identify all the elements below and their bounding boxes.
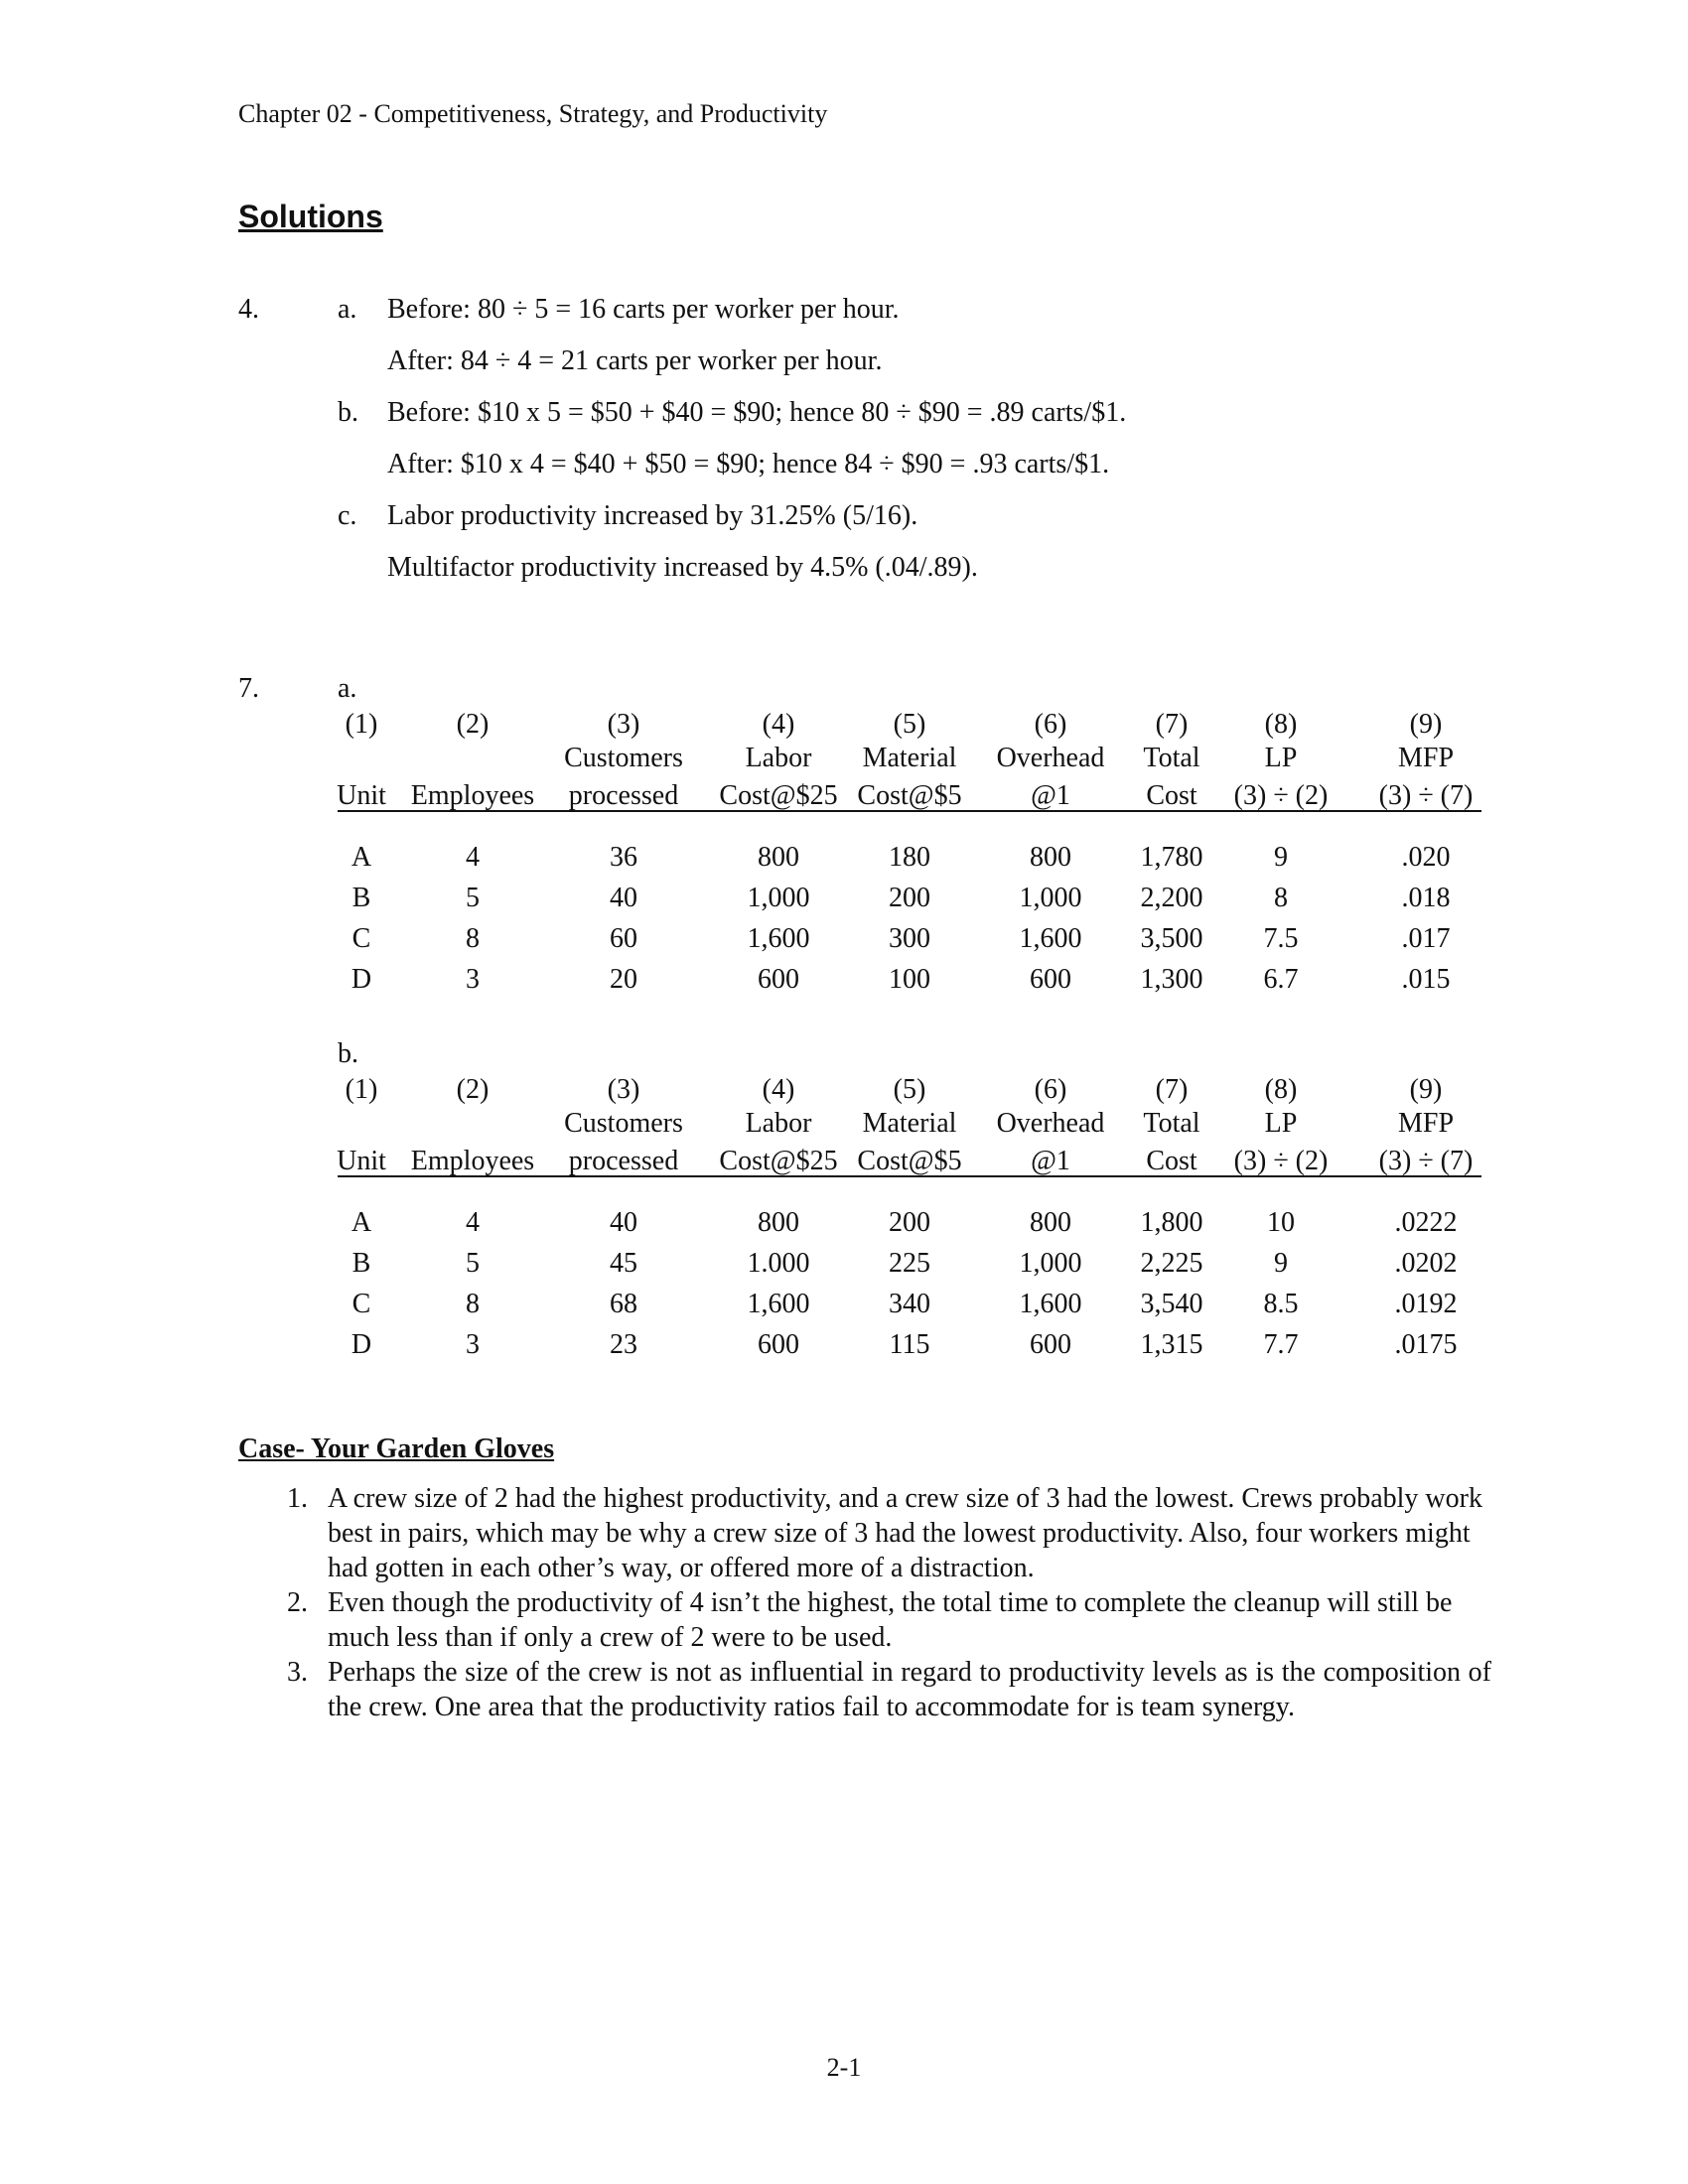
column-header-unit: (3) ÷ (7) bbox=[1378, 1146, 1474, 1176]
column-header-unit: Cost bbox=[1146, 1146, 1197, 1176]
table-cell: 100 bbox=[889, 964, 930, 995]
table-cell: 1,600 bbox=[747, 923, 810, 954]
table-cell: 7.7 bbox=[1263, 1329, 1299, 1360]
table-cell: 600 bbox=[1030, 964, 1071, 995]
column-number: (8) bbox=[1264, 1074, 1298, 1105]
case-answer-text: Even though the productivity of 4 isn’t the highest, the total time to complete the cleanup will still be much less than if only a crew of 2 were to be used. bbox=[328, 1587, 1453, 1653]
table-cell: 200 bbox=[889, 1207, 930, 1238]
row-unit-label: A bbox=[351, 1207, 372, 1238]
problem-7-number: 7. bbox=[238, 673, 259, 704]
column-header-unit: Cost bbox=[1146, 780, 1197, 811]
table-cell: 1,600 bbox=[1019, 923, 1082, 954]
part-a-label: a. bbox=[338, 294, 357, 325]
table-cell: 225 bbox=[889, 1248, 930, 1279]
table-cell: 300 bbox=[889, 923, 930, 954]
column-number: (8) bbox=[1264, 709, 1298, 740]
table-cell: 1,315 bbox=[1140, 1329, 1203, 1360]
row-unit-label: C bbox=[352, 923, 371, 954]
column-header-unit: Cost@$5 bbox=[857, 1146, 962, 1176]
column-number: (3) bbox=[607, 1074, 640, 1105]
table-cell: 9 bbox=[1274, 1248, 1288, 1279]
column-number: (7) bbox=[1155, 709, 1189, 740]
table-cell: 600 bbox=[758, 964, 799, 995]
row-unit-label: C bbox=[352, 1289, 371, 1319]
column-number: (2) bbox=[456, 709, 490, 740]
case-answer-number: 2. bbox=[287, 1587, 308, 1618]
column-number: (2) bbox=[456, 1074, 490, 1105]
table-cell: 1,000 bbox=[1019, 1248, 1082, 1279]
case-answer-number: 1. bbox=[287, 1483, 308, 1514]
case-answer-text: A crew size of 2 had the highest productivity, and a crew size of 3 had the lowest. Crews probably work best in pairs, which may be why a crew size of 3 had the lowest productivity. Also, four workers might had gotten in each other’s way, or offered more of a distraction. bbox=[328, 1483, 1482, 1583]
column-number: (1) bbox=[345, 709, 378, 740]
part-b-label: b. bbox=[338, 397, 358, 428]
table-cell: 600 bbox=[758, 1329, 799, 1360]
column-number: (7) bbox=[1155, 1074, 1189, 1105]
table-cell: .0192 bbox=[1394, 1289, 1458, 1319]
part-c-line-1: Labor productivity increased by 31.25% (5/16). bbox=[387, 500, 918, 531]
part-b-line-1: Before: $10 x 5 = $50 + $40 = $90; hence 80 ÷ $90 = .89 carts/$1. bbox=[387, 397, 1127, 428]
table-cell: 1,780 bbox=[1140, 842, 1203, 873]
page-number: 2-1 bbox=[826, 2053, 862, 2082]
column-header-unit: Employees bbox=[410, 780, 535, 811]
column-header: Total bbox=[1143, 743, 1200, 773]
part-b-line-2: After: $10 x 4 = $40 + $50 = $90; hence 84 ÷ $90 = .93 carts/$1. bbox=[387, 449, 1110, 479]
table-cell: 180 bbox=[889, 842, 930, 873]
table-cell: 10 bbox=[1267, 1207, 1295, 1238]
column-header-unit: Unit bbox=[337, 780, 386, 811]
table-cell: 36 bbox=[610, 842, 637, 873]
column-header: Labor bbox=[745, 1108, 812, 1139]
column-header: Customers bbox=[564, 1108, 683, 1139]
solutions-heading: Solutions bbox=[238, 199, 383, 234]
table-cell: 1.000 bbox=[747, 1248, 810, 1279]
case-title: Case- Your Garden Gloves bbox=[238, 1433, 555, 1464]
column-header-unit: Unit bbox=[337, 1146, 386, 1176]
table-cell: 6.7 bbox=[1263, 964, 1299, 995]
table-cell: 600 bbox=[1030, 1329, 1071, 1360]
table-cell: 8.5 bbox=[1263, 1289, 1299, 1319]
table-cell: 40 bbox=[610, 883, 637, 913]
column-header: Overhead bbox=[996, 1108, 1105, 1139]
part-c-line-2: Multifactor productivity increased by 4.5% (.04/.89). bbox=[387, 552, 978, 583]
column-header: LP bbox=[1264, 1108, 1298, 1139]
table-cell: .0202 bbox=[1394, 1248, 1458, 1279]
table-b-label: b. bbox=[338, 1038, 358, 1069]
column-header-unit: Employees bbox=[410, 1146, 535, 1176]
table-cell: 8 bbox=[466, 1289, 480, 1319]
column-number: (9) bbox=[1409, 709, 1443, 740]
row-unit-label: A bbox=[351, 842, 372, 873]
column-header-unit: @1 bbox=[1031, 780, 1070, 811]
column-number: (4) bbox=[762, 709, 795, 740]
table-cell: 800 bbox=[758, 1207, 799, 1238]
table-cell: 3 bbox=[466, 964, 480, 995]
column-header: Overhead bbox=[996, 743, 1105, 773]
row-unit-label: D bbox=[351, 964, 372, 995]
header-underline bbox=[338, 1175, 1481, 1177]
row-unit-label: B bbox=[352, 1248, 371, 1279]
table-cell: 4 bbox=[466, 842, 480, 873]
table-cell: 8 bbox=[466, 923, 480, 954]
table-cell: 3 bbox=[466, 1329, 480, 1360]
table-cell: 200 bbox=[889, 883, 930, 913]
column-header: Material bbox=[862, 1108, 957, 1139]
part-a-line-1: Before: 80 ÷ 5 = 16 carts per worker per hour. bbox=[387, 294, 900, 325]
table-cell: 45 bbox=[610, 1248, 637, 1279]
table-cell: .017 bbox=[1401, 923, 1451, 954]
table-cell: 23 bbox=[610, 1329, 637, 1360]
header-underline bbox=[338, 810, 1481, 812]
table-cell: 7.5 bbox=[1263, 923, 1299, 954]
column-header: Customers bbox=[564, 743, 683, 773]
column-header-unit: Cost@$25 bbox=[719, 1146, 838, 1176]
table-cell: 4 bbox=[466, 1207, 480, 1238]
column-header-unit: processed bbox=[568, 780, 679, 811]
column-header-unit: (3) ÷ (7) bbox=[1378, 780, 1474, 811]
row-unit-label: B bbox=[352, 883, 371, 913]
column-number: (5) bbox=[893, 709, 926, 740]
table-cell: 8 bbox=[1274, 883, 1288, 913]
table-cell: 9 bbox=[1274, 842, 1288, 873]
table-cell: 3,500 bbox=[1140, 923, 1203, 954]
column-header: Labor bbox=[745, 743, 812, 773]
case-answer-item bbox=[238, 1585, 1491, 1655]
row-unit-label: D bbox=[351, 1329, 372, 1360]
table-cell: 3,540 bbox=[1140, 1289, 1203, 1319]
column-header: MFP bbox=[1397, 743, 1455, 773]
table-cell: .020 bbox=[1401, 842, 1451, 873]
table-cell: 40 bbox=[610, 1207, 637, 1238]
problem-4-number: 4. bbox=[238, 294, 259, 325]
case-answer-item bbox=[238, 1655, 1491, 1724]
table-cell: .0175 bbox=[1394, 1329, 1458, 1360]
column-header: Material bbox=[862, 743, 957, 773]
table-cell: 1,300 bbox=[1140, 964, 1203, 995]
table-cell: 2,225 bbox=[1140, 1248, 1203, 1279]
column-header: MFP bbox=[1397, 1108, 1455, 1139]
table-cell: 800 bbox=[1030, 1207, 1071, 1238]
case-answer-text: Perhaps the size of the crew is not as influential in regard to productivity levels as is the composition of the crew. One area that the productivity ratios fail to accommodate for is team synergy. bbox=[328, 1657, 1491, 1722]
table-cell: 800 bbox=[758, 842, 799, 873]
column-number: (3) bbox=[607, 709, 640, 740]
table-cell: 1,600 bbox=[747, 1289, 810, 1319]
table-cell: 340 bbox=[889, 1289, 930, 1319]
column-header: Total bbox=[1143, 1108, 1200, 1139]
column-number: (5) bbox=[893, 1074, 926, 1105]
column-header-unit: (3) ÷ (2) bbox=[1233, 780, 1329, 811]
column-number: (9) bbox=[1409, 1074, 1443, 1105]
column-number: (6) bbox=[1034, 709, 1067, 740]
column-header-unit: Cost@$25 bbox=[719, 780, 838, 811]
table-cell: .0222 bbox=[1394, 1207, 1458, 1238]
part-a-line-2: After: 84 ÷ 4 = 21 carts per worker per hour. bbox=[387, 345, 883, 376]
case-answer-list bbox=[238, 1481, 1491, 1724]
column-number: (4) bbox=[762, 1074, 795, 1105]
table-cell: 20 bbox=[610, 964, 637, 995]
table-cell: .015 bbox=[1401, 964, 1451, 995]
table-cell: 1,000 bbox=[747, 883, 810, 913]
table-cell: 1,000 bbox=[1019, 883, 1082, 913]
table-cell: 2,200 bbox=[1140, 883, 1203, 913]
running-head: Chapter 02 - Competitiveness, Strategy, and Productivity bbox=[238, 99, 828, 128]
column-header-unit: (3) ÷ (2) bbox=[1233, 1146, 1329, 1176]
table-cell: 1,800 bbox=[1140, 1207, 1203, 1238]
case-answer-item bbox=[238, 1481, 1491, 1585]
table-a-label: a. bbox=[338, 673, 357, 704]
case-answer-number: 3. bbox=[287, 1657, 308, 1688]
column-number: (6) bbox=[1034, 1074, 1067, 1105]
column-header-unit: Cost@$5 bbox=[857, 780, 962, 811]
table-cell: 5 bbox=[466, 883, 480, 913]
column-number: (1) bbox=[345, 1074, 378, 1105]
column-header-unit: processed bbox=[568, 1146, 679, 1176]
table-cell: 800 bbox=[1030, 842, 1071, 873]
table-cell: 1,600 bbox=[1019, 1289, 1082, 1319]
table-cell: 68 bbox=[610, 1289, 637, 1319]
table-cell: .018 bbox=[1401, 883, 1451, 913]
part-c-label: c. bbox=[338, 500, 357, 531]
column-header-unit: @1 bbox=[1031, 1146, 1070, 1176]
table-cell: 5 bbox=[466, 1248, 480, 1279]
column-header: LP bbox=[1264, 743, 1298, 773]
table-cell: 60 bbox=[610, 923, 637, 954]
table-cell: 115 bbox=[889, 1329, 930, 1360]
